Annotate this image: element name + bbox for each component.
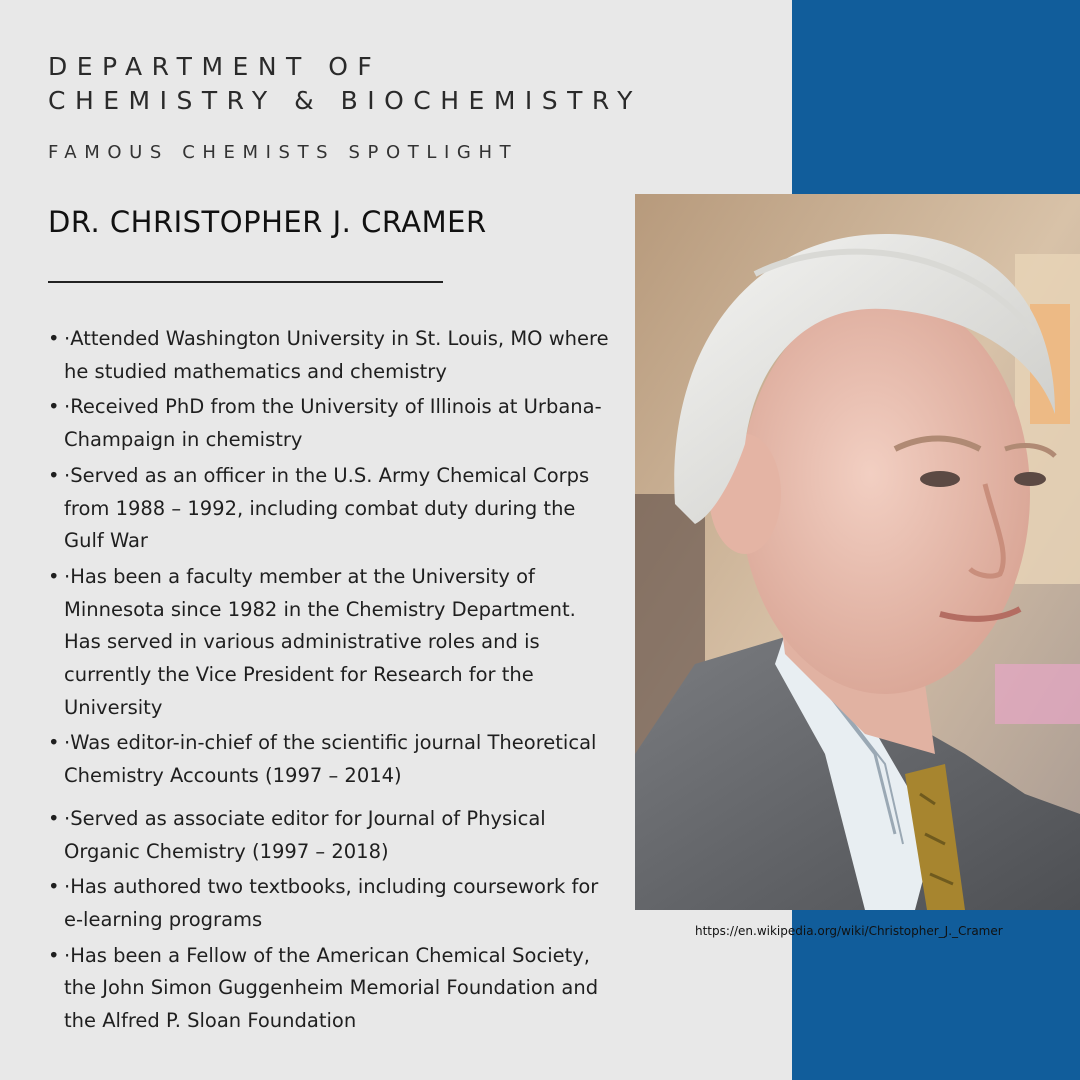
bio-item: • ·Served as an officer in the U.S. Army Chemical Corps from 1988 – 1992, including combat duty during the Gulf War [48, 460, 618, 558]
bio-item: • ·Received PhD from the University of Illinois at Urbana-Champaign in chemistry [48, 391, 618, 456]
chemist-name: DR. CHRISTOPHER J. CRAMER [48, 205, 487, 239]
department-line-2: CHEMISTRY & BIOCHEMISTRY [48, 86, 642, 115]
title-divider [48, 281, 443, 283]
photo-credit-url: https://en.wikipedia.org/wiki/Christopher_J._Cramer [695, 924, 1003, 938]
bio-item: • ·Has been a Fellow of the American Chemical Society, the John Simon Guggenheim Memorial Foundation and the Alfred P. Sloan Foundation [48, 940, 618, 1038]
bio-item: • ·Served as associate editor for Journal of Physical Organic Chemistry (1997 – 2018) [48, 803, 618, 868]
department-line-1: DEPARTMENT OF [48, 52, 382, 81]
portrait-illustration [635, 194, 1080, 910]
biography-list [48, 323, 618, 1041]
bio-item: • ·Has been a faculty member at the University of Minnesota since 1982 in the Chemistry Department. Has served in various administrative roles and is currently the Vice President for Research for the University [48, 561, 618, 725]
bio-item: • ·Was editor-in-chief of the scientific journal Theoretical Chemistry Accounts (1997 – 2014) [48, 727, 618, 792]
bio-item: • ·Attended Washington University in St. Louis, MO where he studied mathematics and chemistry [48, 323, 618, 388]
portrait-photo [635, 194, 1080, 910]
spotlight-subtitle: FAMOUS CHEMISTS SPOTLIGHT [48, 142, 519, 163]
bio-item: • ·Has authored two textbooks, including coursework for e-learning programs [48, 871, 618, 936]
department-title [48, 50, 642, 118]
